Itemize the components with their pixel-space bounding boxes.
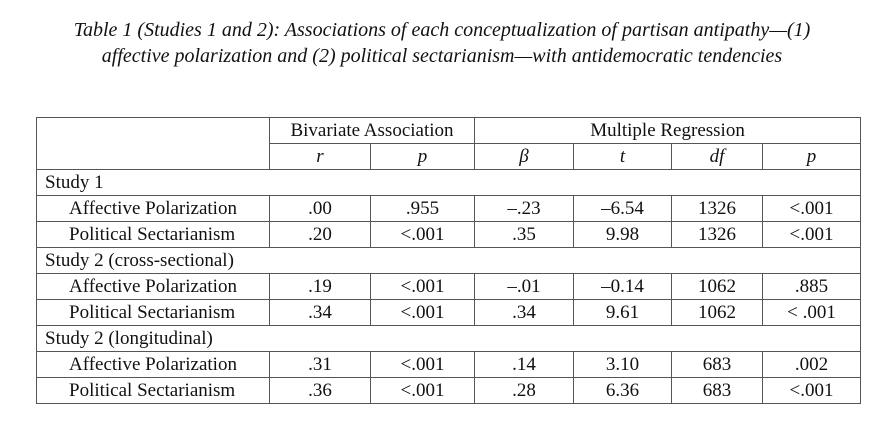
header-beta: β bbox=[475, 144, 574, 170]
table-row bbox=[37, 274, 861, 300]
cell-p-regression: <.001 bbox=[763, 196, 861, 222]
cell-beta: .14 bbox=[475, 352, 574, 378]
row-label: Political Sectarianism bbox=[37, 378, 270, 404]
cell-df: 1062 bbox=[672, 300, 763, 326]
cell-df: 683 bbox=[672, 352, 763, 378]
header-t: t bbox=[574, 144, 672, 170]
sub-header-row bbox=[37, 144, 861, 170]
cell-beta: .28 bbox=[475, 378, 574, 404]
section-row bbox=[37, 248, 861, 274]
cell-r: .20 bbox=[270, 222, 371, 248]
cell-df: 683 bbox=[672, 378, 763, 404]
cell-p-bivariate: .955 bbox=[371, 196, 475, 222]
cell-t: –6.54 bbox=[574, 196, 672, 222]
corner-cell bbox=[37, 118, 270, 144]
cell-df: 1062 bbox=[672, 274, 763, 300]
row-label: Political Sectarianism bbox=[37, 222, 270, 248]
table-row bbox=[37, 196, 861, 222]
table-row bbox=[37, 222, 861, 248]
cell-p-bivariate: <.001 bbox=[371, 222, 475, 248]
cell-r: .00 bbox=[270, 196, 371, 222]
row-label: Affective Polarization bbox=[37, 196, 270, 222]
cell-p-regression: .002 bbox=[763, 352, 861, 378]
table-row bbox=[37, 352, 861, 378]
cell-r: .36 bbox=[270, 378, 371, 404]
results-table bbox=[36, 117, 861, 404]
cell-r: .31 bbox=[270, 352, 371, 378]
cell-t: 9.61 bbox=[574, 300, 672, 326]
cell-p-bivariate: <.001 bbox=[371, 352, 475, 378]
bivariate-header: Bivariate Association bbox=[270, 118, 475, 144]
caption-line-2: affective polarization and (2) political sectarianism—with antidemocratic tendencies bbox=[101, 45, 783, 67]
cell-p-bivariate: <.001 bbox=[371, 274, 475, 300]
table-caption bbox=[0, 17, 884, 69]
row-label: Political Sectarianism bbox=[37, 300, 270, 326]
caption-line-1: Table 1 (Studies 1 and 2): Associations of each conceptualization of partisan antipathy—(1) bbox=[73, 19, 811, 41]
header-df: df bbox=[672, 144, 763, 170]
row-label: Affective Polarization bbox=[37, 274, 270, 300]
cell-beta: .34 bbox=[475, 300, 574, 326]
row-label: Affective Polarization bbox=[37, 352, 270, 378]
cell-df: 1326 bbox=[672, 222, 763, 248]
regression-header: Multiple Regression bbox=[475, 118, 861, 144]
cell-p-bivariate: <.001 bbox=[371, 378, 475, 404]
section-label: Study 1 bbox=[37, 170, 270, 196]
table-row bbox=[37, 300, 861, 326]
cell-df: 1326 bbox=[672, 196, 763, 222]
cell-r: .34 bbox=[270, 300, 371, 326]
cell-p-bivariate: <.001 bbox=[371, 300, 475, 326]
group-header-row bbox=[37, 118, 861, 144]
corner-cell-lower bbox=[37, 144, 270, 170]
cell-beta: .35 bbox=[475, 222, 574, 248]
cell-p-regression: < .001 bbox=[763, 300, 861, 326]
section-label: Study 2 (cross-sectional) bbox=[37, 248, 270, 274]
header-p-regression: p bbox=[763, 144, 861, 170]
cell-p-regression: <.001 bbox=[763, 222, 861, 248]
header-p-bivariate: p bbox=[371, 144, 475, 170]
section-label: Study 2 (longitudinal) bbox=[37, 326, 270, 352]
cell-beta: –.01 bbox=[475, 274, 574, 300]
cell-p-regression: <.001 bbox=[763, 378, 861, 404]
header-r: r bbox=[270, 144, 371, 170]
cell-t: 9.98 bbox=[574, 222, 672, 248]
table-row bbox=[37, 378, 861, 404]
section-row bbox=[37, 326, 861, 352]
cell-beta: –.23 bbox=[475, 196, 574, 222]
cell-t: 6.36 bbox=[574, 378, 672, 404]
cell-t: –0.14 bbox=[574, 274, 672, 300]
section-row bbox=[37, 170, 861, 196]
cell-p-regression: .885 bbox=[763, 274, 861, 300]
cell-r: .19 bbox=[270, 274, 371, 300]
cell-t: 3.10 bbox=[574, 352, 672, 378]
